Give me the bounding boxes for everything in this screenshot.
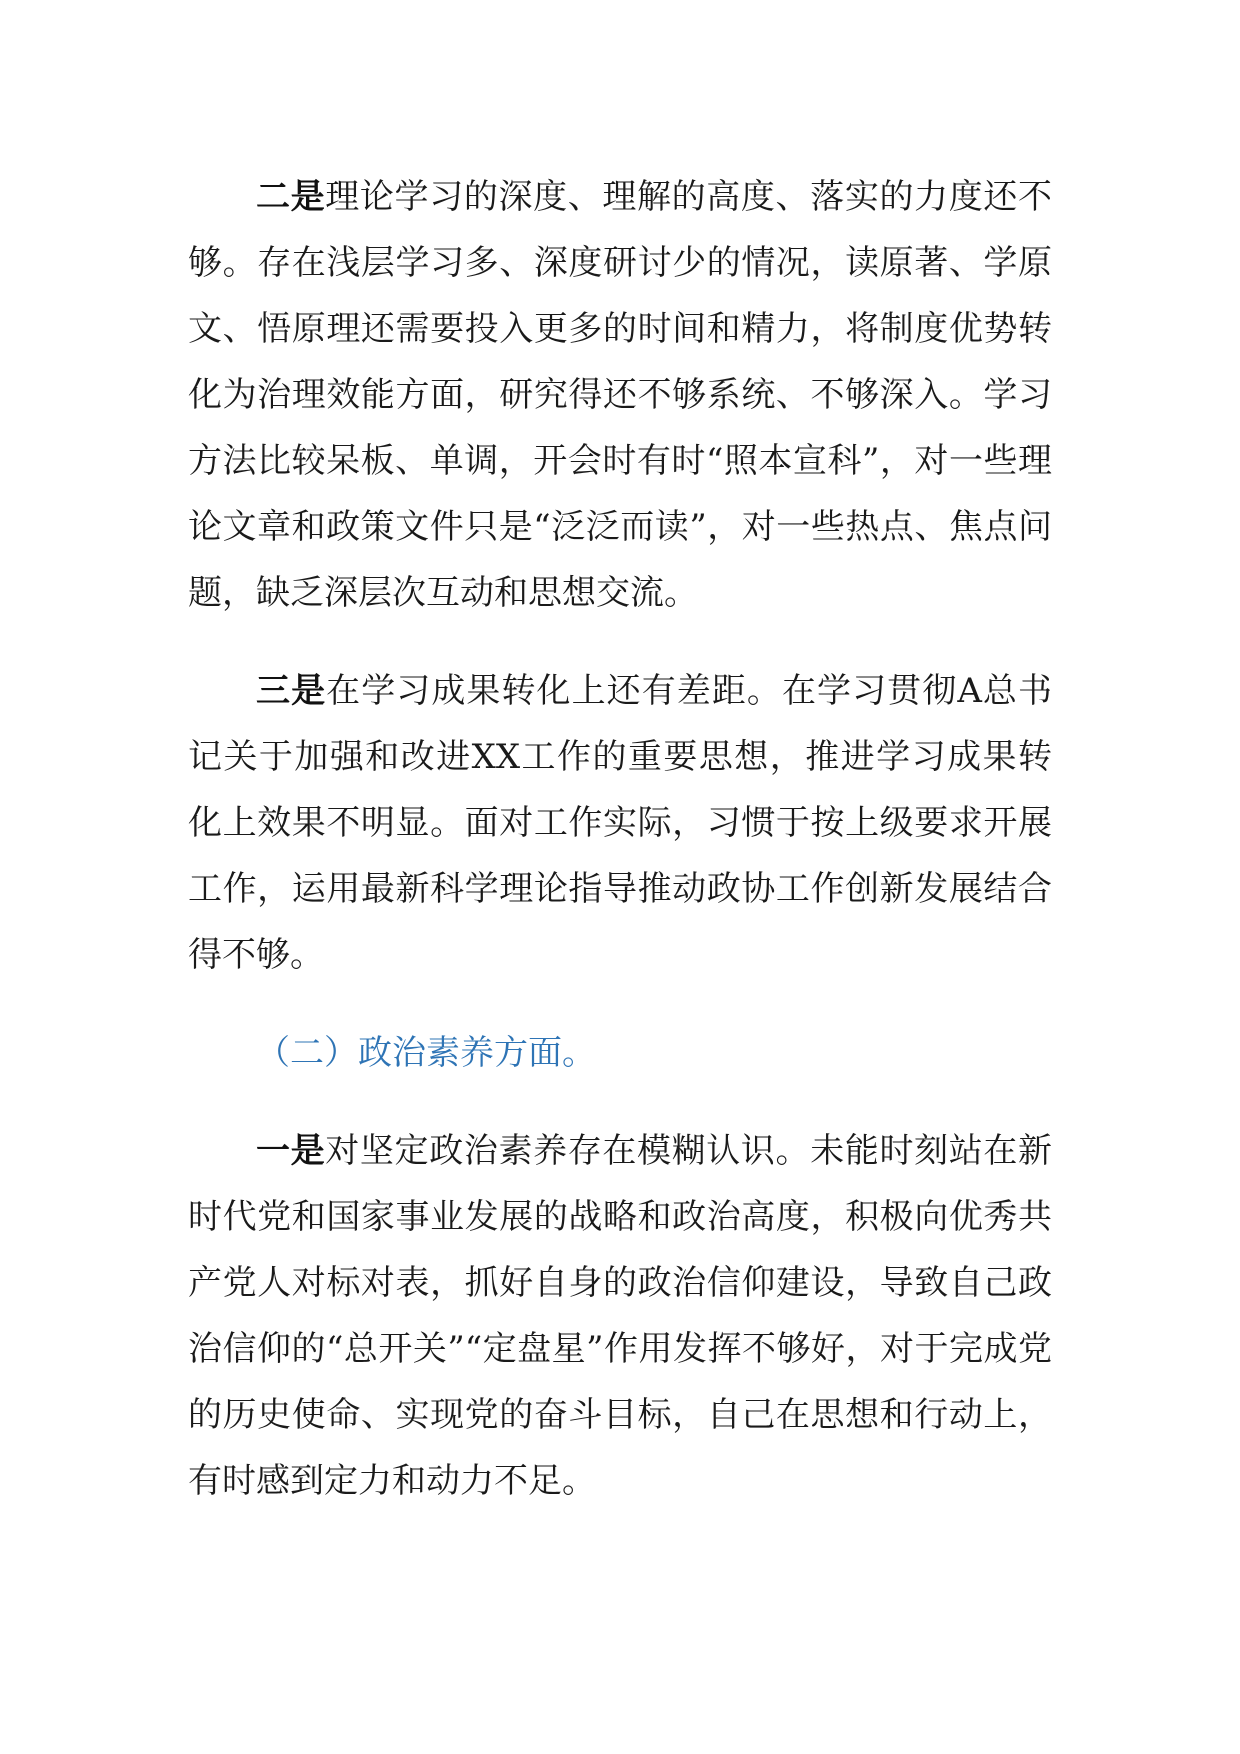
paragraph-theory-study [188,164,1052,626]
paragraph-lead: 三是 [256,671,327,711]
paragraph-lead: 二是 [256,177,326,217]
paragraph-learning-results [188,658,1052,988]
paragraph-text: 理论学习的深度、理解的高度、落实的力度还不够。存在浅层学习多、深度研讨少的情况，读原著、学原文、悟原理还需要投入更多的时间和精力，将制度优势转化为治理效能方面，研究得还不够系统、不够深入。学习方法比较呆板、单调，开会时有时“照本宣科”，对一些理论文章和政策文件只是“泛泛而读”，对一些热点、焦点问题，缺乏深层次互动和思想交流。 [188,177,1053,613]
section-heading: （二）政治素养方面。 [256,1033,596,1073]
paragraph-text: 在学习成果转化上还有差距。在学习贯彻A总书记关于加强和改进XX工作的重要思想，推进学习成果转化上效果不明显。面对工作实际，习惯于按上级要求开展工作，运用最新科学理论指导推动政协工作创新发展结合得不够。 [188,671,1052,975]
paragraph-lead: 一是 [256,1131,326,1171]
paragraph-political-quality [188,1118,1052,1514]
document-body [188,164,1052,1546]
paragraph-text: 对坚定政治素养存在模糊认识。未能时刻站在新时代党和国家事业发展的战略和政治高度，积极向优秀共产党人对标对表，抓好自身的政治信仰建设，导致自己政治信仰的“总开关”“定盘星”作用发挥不够好，对于完成党的历史使命、实现党的奋斗目标，自己在思想和行动上，有时感到定力和动力不足。 [188,1131,1053,1501]
